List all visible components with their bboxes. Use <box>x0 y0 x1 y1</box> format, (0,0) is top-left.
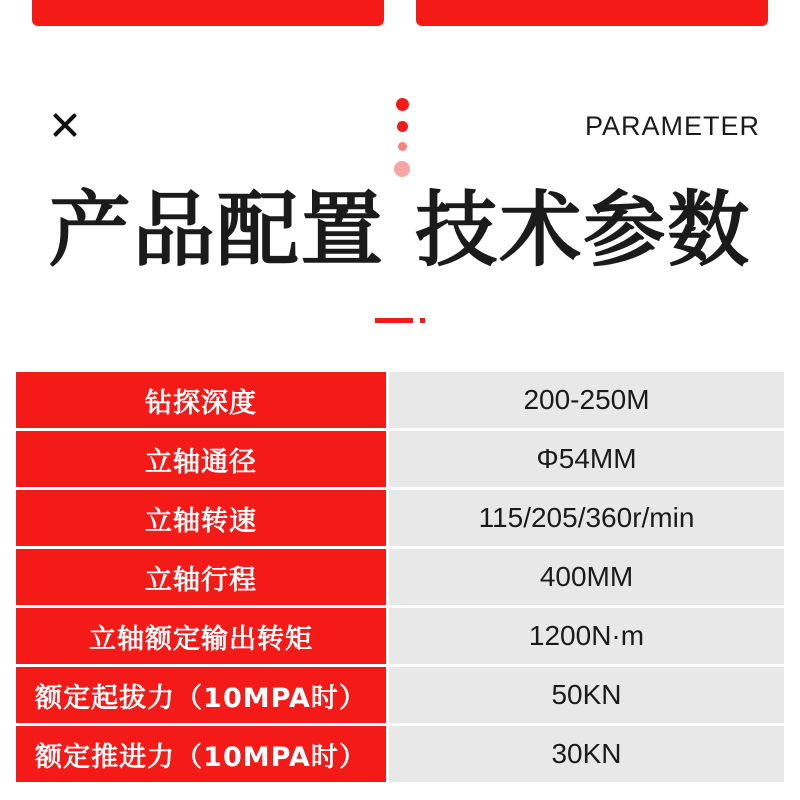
left-red-banner <box>32 0 384 26</box>
spec-label: 钻探深度 <box>16 372 389 431</box>
spec-label: 立轴转速 <box>16 490 389 549</box>
close-icon[interactable] <box>48 108 82 142</box>
spec-value: 30KN <box>389 726 784 785</box>
dot-column-icon <box>393 98 411 174</box>
table-row <box>16 372 784 431</box>
page-title: 产品配置 技术参数 <box>48 183 752 278</box>
spec-label: 额定起拔力（10MPA时） <box>16 667 389 726</box>
table-row <box>16 490 784 549</box>
spec-label: 立轴额定输出转矩 <box>16 608 389 667</box>
title-underline <box>0 312 800 322</box>
table-row <box>16 431 784 490</box>
spec-value: 50KN <box>389 667 784 726</box>
spec-value: 200-250M <box>389 372 784 431</box>
spec-label: 立轴通径 <box>16 431 389 490</box>
spec-label: 额定推进力（10MPA时） <box>16 726 389 785</box>
header-section <box>0 26 800 348</box>
spec-value: 1200N·m <box>389 608 784 667</box>
table-row <box>16 549 784 608</box>
spec-value: Φ54MM <box>389 431 784 490</box>
underline-bar <box>375 318 413 323</box>
specification-table <box>16 372 784 785</box>
spec-value: 115/205/360r/min <box>389 490 784 549</box>
table-row <box>16 726 784 785</box>
underline-dot <box>420 318 425 323</box>
right-red-banner <box>416 0 768 26</box>
eyebrow-label: PARAMETER <box>584 111 760 141</box>
spec-label: 立轴行程 <box>16 549 389 608</box>
table-row <box>16 608 784 667</box>
spec-value: 400MM <box>389 549 784 608</box>
table-row <box>16 667 784 726</box>
top-banner-strip <box>0 0 800 26</box>
